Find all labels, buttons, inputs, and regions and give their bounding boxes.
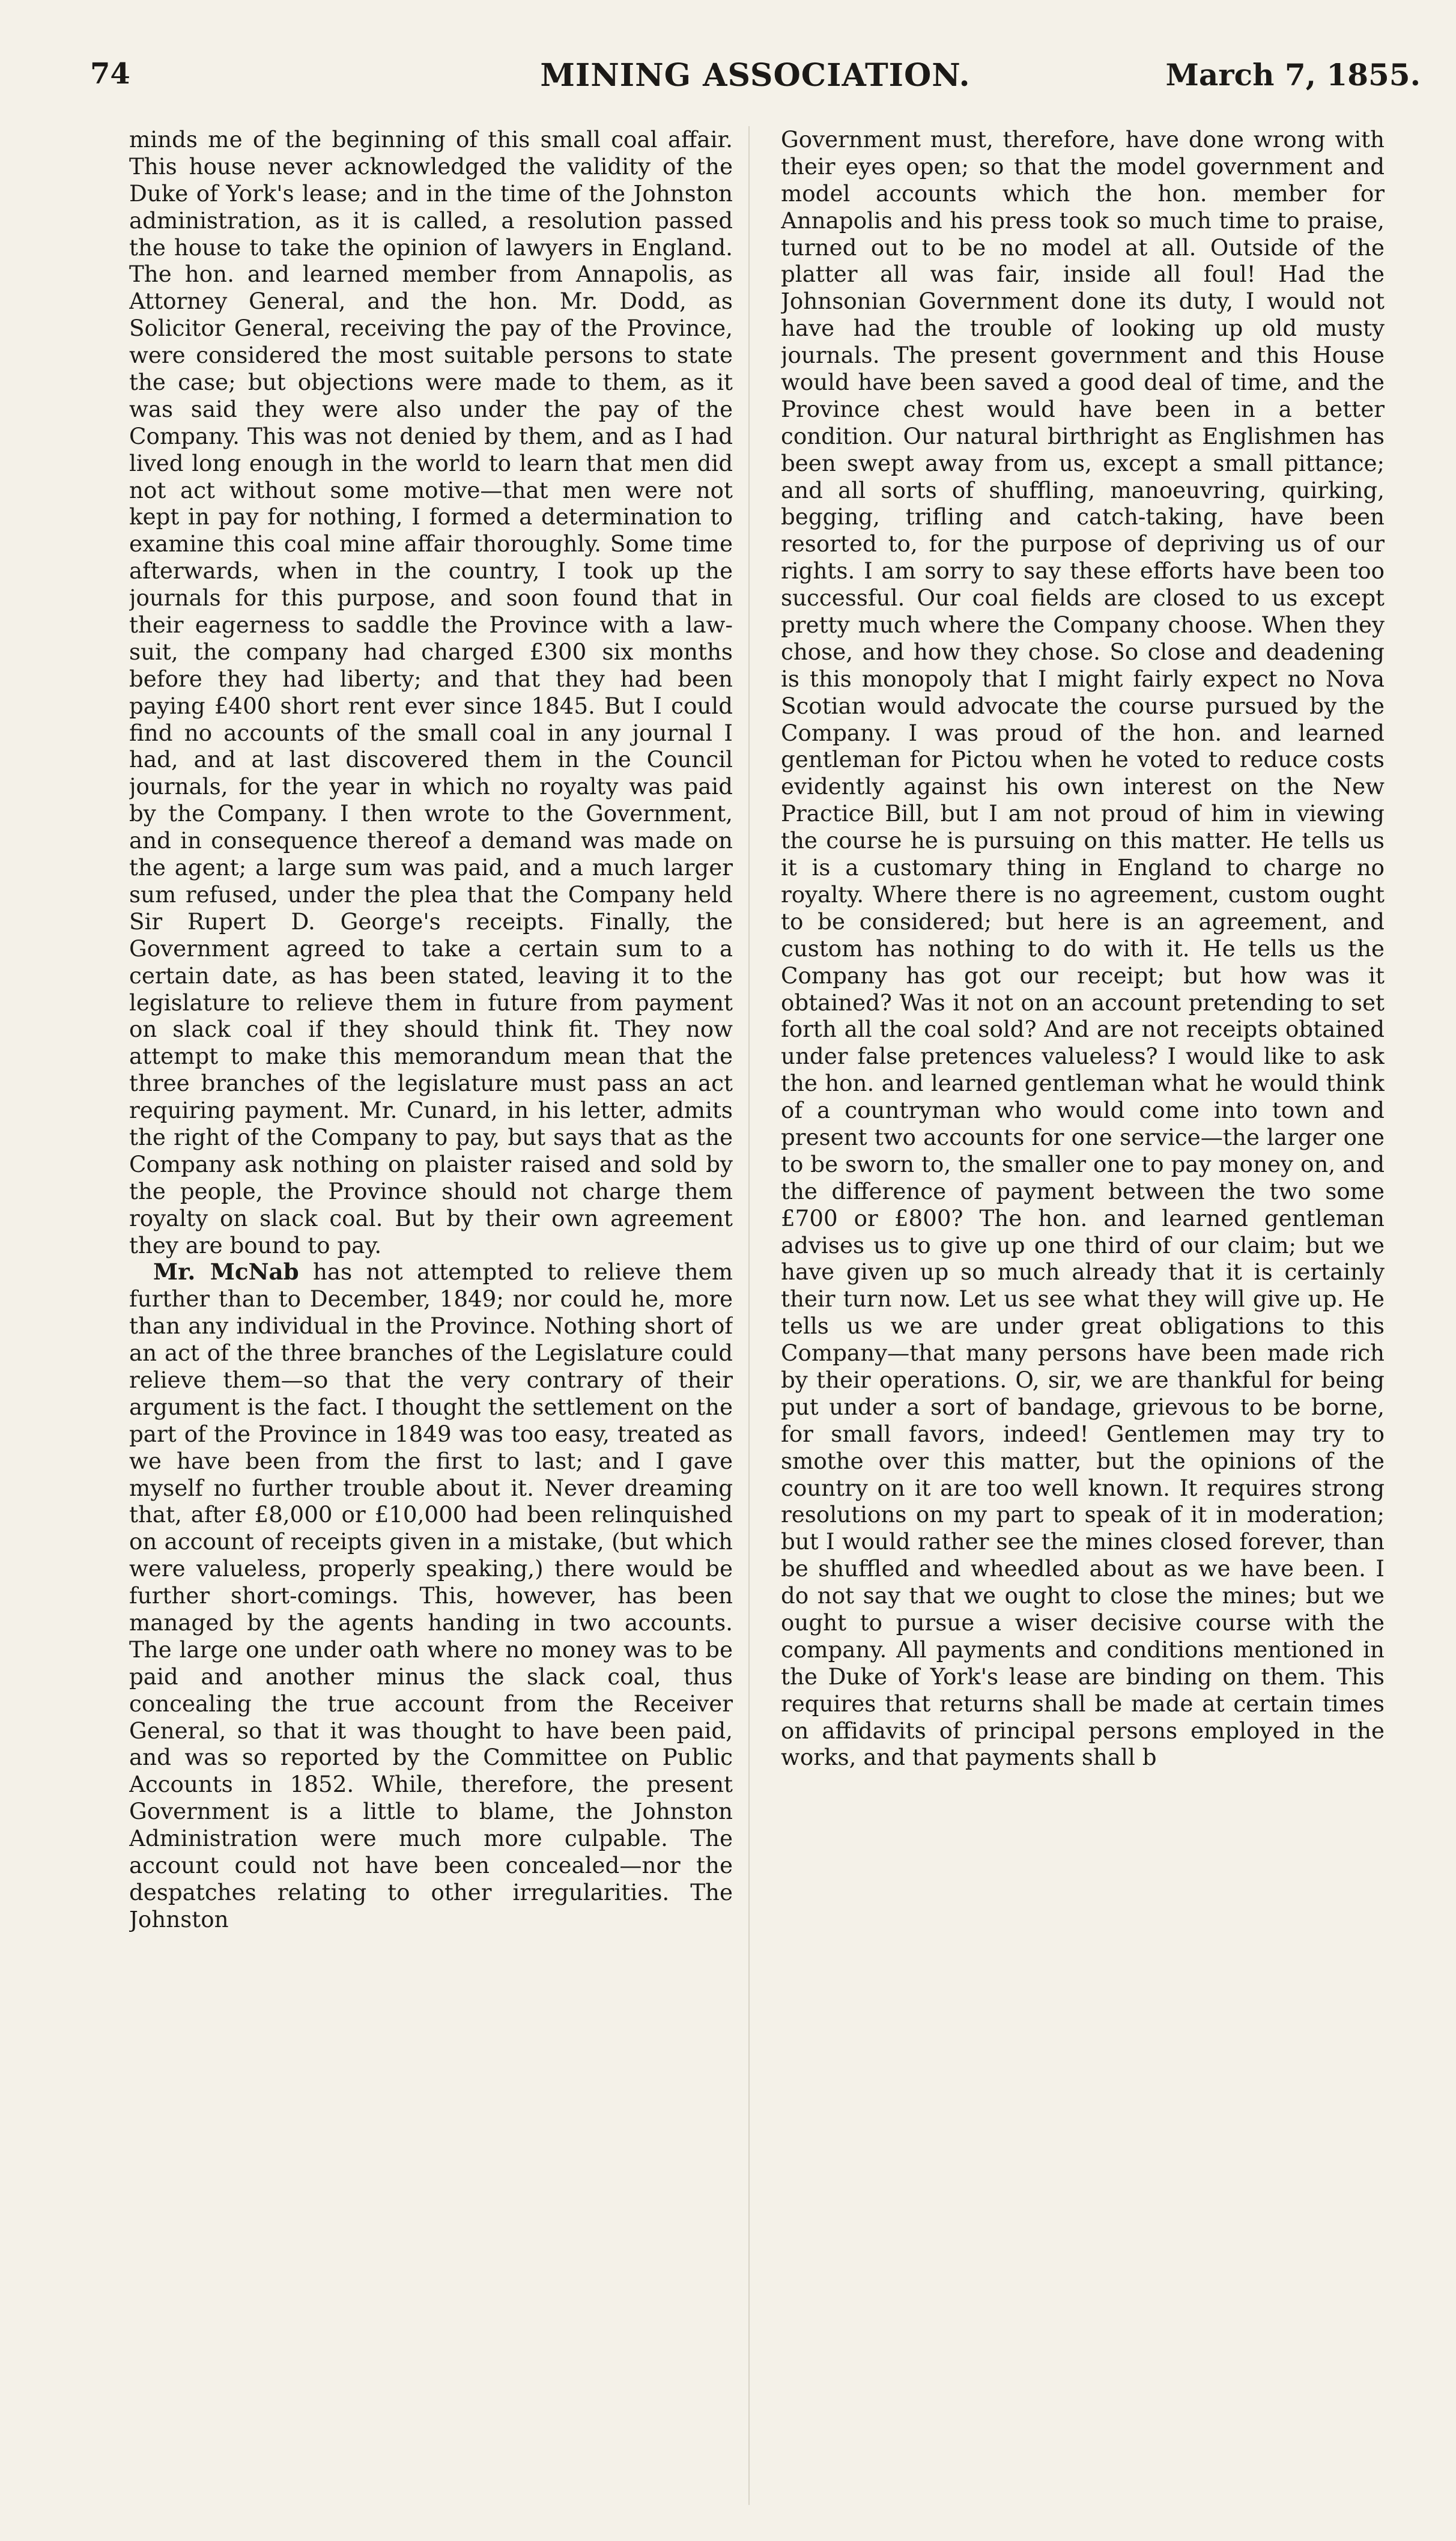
left-paragraph-2-text: has not attempted to relieve them further than to December, 1849; nor could he, more than any individual in the Province. Nothing short of an act of the three branches of the Legislature could relieve them—so that the very contrary of their argument is the fact. I thought the settlement on the part of the Province in 1849 was too easy, treated as we have been from the first to last; and I gave myself no further trouble about it. Never dreaming that, after £8,000 or £10,000 had been relinquished on account of receipts given in a mistake, (but which were valueless, properly speaking,) there would be further short-comings. This, however, has been managed by the agents handing in two accounts. The large one under oath where no money was to be paid and another minus the slack coal, thus concealing the true account from the Receiver General, so that it was thought to have been paid, and was so reported by the Committee on Public Accounts in 1852. While, therefore, the present Government is a little to blame, the Johnston Administration were much more culpable. The account could not have been concealed—nor the despatches relating to other irregularities. The Johnston bbox=[129, 1258, 733, 1932]
page-header bbox=[90, 57, 1421, 102]
page-number: 74 bbox=[90, 57, 130, 91]
right-column bbox=[781, 126, 1385, 2505]
left-paragraph-1: minds me of the beginning of this small coal affair. This house never acknowledged the validity of the Duke of York's lease; and in the time of the Johnston administration, as it is called, a resolution passed the house to take the opinion of lawyers in England. The hon. and learned member from Annapolis, as Attorney General, and the hon. Mr. Dodd, as Solicitor General, receiving the pay of the Province, were considered the most suitable persons to state the case; but objections were made to them, as it was said they were also under the pay of the Company. This was not denied by them, and as I had lived long enough in the world to learn that men did not act without some motive—that men were not kept in pay for nothing, I formed a determination to examine this coal mine affair thoroughly. Some time afterwards, when in the country, I took up the journals for this purpose, and soon found that in their eagerness to saddle the Province with a law-suit, the company had charged £300 six months before they had liberty; and that they had been paying £400 short rent ever since 1845. But I could find no accounts of the small coal in any journal I had, and at last discovered them in the Council journals, for the year in which no royalty was paid by the Company. I then wrote to the Government, and in consequence thereof a demand was made on the agent; a large sum was paid, and a much larger sum refused, under the plea that the Company held Sir Rupert D. George's receipts. Finally, the Government agreed to take a certain sum to a certain date, as has been stated, leaving it to the legislature to relieve them in future from payment on slack coal if they should think fit. They now attempt to make this memorandum mean that the three branches of the legislature must pass an act requiring payment. Mr. Cunard, in his letter, admits the right of the Company to pay, but says that as the Company ask nothing on plaister raised and sold by the people, the Province should not charge them royalty on slack coal. But by their own agreement they are bound to pay. bbox=[129, 126, 733, 1258]
left-column bbox=[129, 126, 733, 2505]
page-date: March 7, 1855. bbox=[1165, 57, 1421, 93]
speaker-name: Mr. McNab bbox=[153, 1258, 299, 1286]
column-gutter bbox=[748, 126, 750, 2505]
right-paragraph-1: Government must, therefore, have done wrong with their eyes open; so that the model government and model accounts which the hon. member for Annapolis and his press took so much time to praise, turned out to be no model at all. Outside of the platter all was fair, inside all foul! Had the Johnsonian Government done its duty, I would not have had the trouble of looking up old musty journals. The present government and this House would have been saved a good deal of time, and the Province chest would have been in a better condition. Our natural birthright as Englishmen has been swept away from us, except a small pittance; and all sorts of shuffling, manoeuvring, quirking, begging, trifling and catch-taking, have been resorted to, for the purpose of depriving us of our rights. I am sorry to say these efforts have been too successful. Our coal fields are closed to us except pretty much where the Company choose. When they chose, and how they chose. So close and deadening is this monopoly that I might fairly expect no Nova Scotian would advocate the course pursued by the Company. I was proud of the hon. and learned gentleman for Pictou when he voted to reduce costs evidently against his own interest on the New Practice Bill, but I am not proud of him in viewing the course he is pursuing on this matter. He tells us it is a customary thing in England to charge no royalty. Where there is no agreement, custom ought to be considered; but here is an agreement, and custom has nothing to do with it. He tells us the Company has got our receipt; but how was it obtained? Was it not on an account pretending to set forth all the coal sold? And are not receipts obtained under false pretences valueless? I would like to ask the hon. and learned gentleman what he would think of a countryman who would come into town and present two accounts for one service—the larger one to be sworn to, the smaller one to pay money on, and the difference of payment between the two some £700 or £800? The hon. and learned gentleman advises us to give up one third of our claim; but we have given up so much already that it is certainly their turn now. Let us see what they will give up. He tells us we are under great obligations to this Company—that many persons have been made rich by their operations. O, sir, we are thankful for being put under a sort of bandage, grievous to be borne, for small favors, indeed! Gentlemen may try to smothe over this matter, but the opinions of the country on it are too well known. It requires strong resolutions on my part to speak of it in moderation; but I would rather see the mines closed forever, than be shuffled and wheedled about as we have been. I do not say that we ought to close the mines; but we ought to pursue a wiser decisive course with the company. All payments and conditions mentioned in the Duke of York's lease are binding on them. This requires that returns shall be made at certain times on affidavits of principal persons employed in the works, and that payments shall b bbox=[781, 126, 1385, 1771]
page-title: MINING ASSOCIATION. bbox=[540, 57, 971, 94]
left-paragraph-2 bbox=[129, 1258, 733, 1932]
